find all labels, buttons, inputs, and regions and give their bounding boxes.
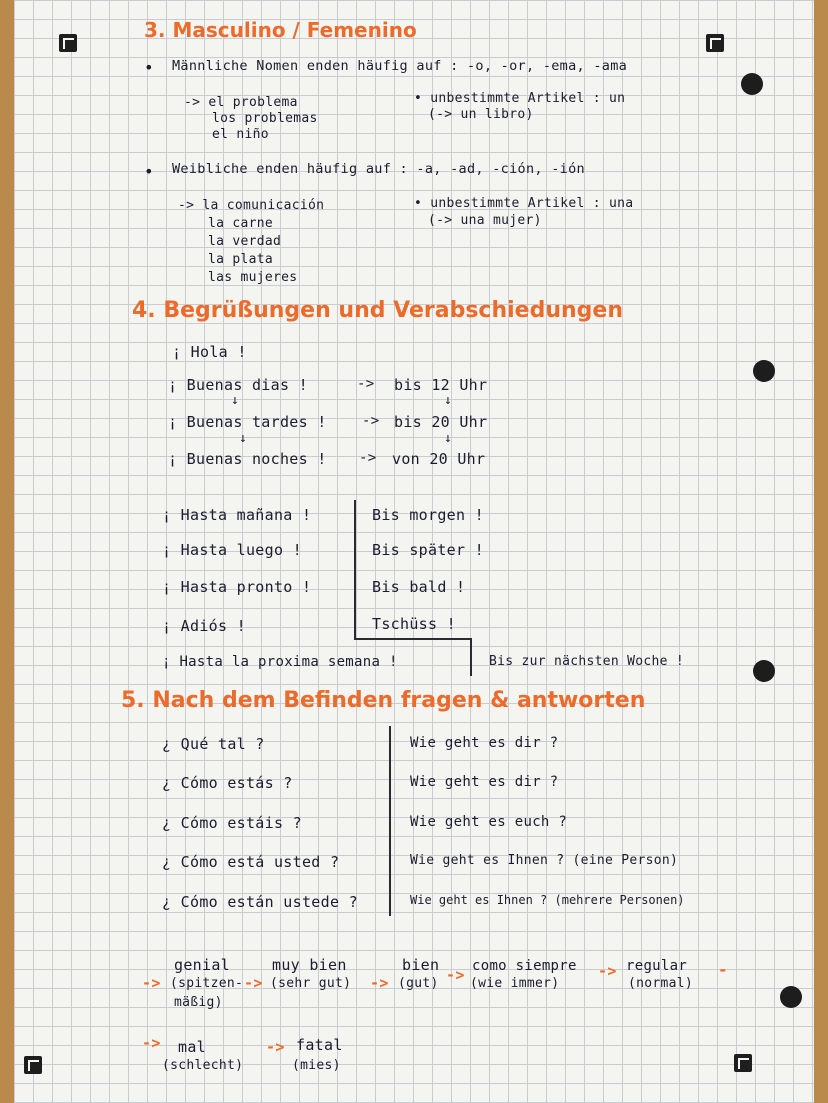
bullet-dot-icon: • xyxy=(144,162,154,181)
masculine-rule: Männliche Nomen enden häufig auf : -o, -or, -ema, -ama xyxy=(172,58,628,74)
feminine-rule: Weibliche enden häufig auf : -a, -ad, -ción, -ión xyxy=(172,161,585,177)
greeting-spanish: ¡ Buenas noches ! xyxy=(168,450,327,468)
answer-german: (mies) xyxy=(292,1058,341,1073)
question-german: Wie geht es Ihnen ? (eine Person) xyxy=(410,853,679,868)
farewell-spanish: ¡ Hasta la proxima semana ! xyxy=(162,654,398,670)
answer-german: (schlecht) xyxy=(162,1058,244,1073)
question-spanish: ¿ Qué tal ? xyxy=(162,735,265,753)
punch-hole-icon xyxy=(753,360,775,382)
arrow-right-icon: -> xyxy=(370,974,389,992)
answer-german: (sehr gut) xyxy=(270,976,352,991)
section-3-heading: 3. Masculino / Femenino xyxy=(144,18,417,42)
farewell-spanish: ¡ Hasta mañana ! xyxy=(162,506,312,524)
arrow-down-icon: ↓ xyxy=(444,393,453,408)
answer-spanish: como siempre xyxy=(472,958,577,974)
question-german: Wie geht es euch ? xyxy=(410,814,568,830)
farewell-german: Bis zur nächsten Woche ! xyxy=(489,654,685,669)
arrow-right-icon: -> xyxy=(446,966,465,984)
farewell-divider xyxy=(354,500,356,640)
farewell-divider xyxy=(354,638,472,640)
greeting-time: von 20 Uhr xyxy=(392,450,486,468)
farewell-spanish: ¡ Adiós ! xyxy=(162,617,246,635)
farewell-german: Bis bald ! xyxy=(372,578,466,596)
masculine-example: -> el problema xyxy=(184,95,298,110)
answer-german: (normal) xyxy=(628,976,694,991)
punch-hole-icon xyxy=(741,73,763,95)
answer-spanish: mal xyxy=(178,1038,206,1056)
answer-spanish: fatal xyxy=(296,1036,343,1054)
arrow-right-icon: -> xyxy=(142,1034,161,1052)
section-4-heading: 4. Begrüßungen und Verabschiedungen xyxy=(132,298,623,323)
answer-german: (gut) xyxy=(398,976,439,991)
corner-tab-bottom-left-icon xyxy=(24,1056,42,1074)
feminine-example: -> la comunicación xyxy=(178,198,325,213)
arrow-right-icon: -> xyxy=(357,376,375,392)
answer-spanish: bien xyxy=(402,956,440,974)
arrow-right-icon: -> xyxy=(362,413,380,429)
greeting-spanish: ¡ Buenas dias ! xyxy=(168,376,308,394)
farewell-divider xyxy=(470,638,472,676)
punch-hole-icon xyxy=(753,660,775,682)
feminine-example: la carne xyxy=(208,216,274,231)
corner-tab-bottom-right-icon xyxy=(734,1054,752,1072)
bullet-dot-icon: • xyxy=(144,58,154,77)
feminine-article-example: (-> una mujer) xyxy=(428,213,542,228)
greeting-hola: ¡ Hola ! xyxy=(172,343,247,361)
arrow-right-icon: -> xyxy=(244,974,263,992)
arrow-right-icon: -> xyxy=(266,1038,285,1056)
question-spanish: ¿ Cómo está usted ? xyxy=(162,853,340,871)
arrow-right-icon: -> xyxy=(359,450,377,466)
question-german: Wie geht es Ihnen ? (mehrere Personen) xyxy=(410,893,685,907)
dash-mark-icon: - xyxy=(718,960,728,979)
question-spanish: ¿ Cómo estás ? xyxy=(162,774,293,792)
question-spanish: ¿ Cómo están ustede ? xyxy=(162,893,358,911)
notebook-page xyxy=(14,0,814,1103)
farewell-german: Bis morgen ! xyxy=(372,506,484,524)
feminine-example: las mujeres xyxy=(208,270,298,285)
punch-hole-icon xyxy=(780,986,802,1008)
feminine-example: la verdad xyxy=(208,234,282,249)
answer-german: (spitzen- xyxy=(170,976,244,991)
farewell-spanish: ¡ Hasta luego ! xyxy=(162,541,302,559)
corner-tab-top-right-icon xyxy=(706,34,724,52)
arrow-down-icon: ↓ xyxy=(239,431,248,446)
answer-spanish: regular xyxy=(626,958,688,974)
farewell-spanish: ¡ Hasta pronto ! xyxy=(162,578,312,596)
arrow-down-icon: ↓ xyxy=(231,393,240,408)
arrow-right-icon: -> xyxy=(142,974,161,992)
answer-german: (wie immer) xyxy=(470,976,560,991)
masculine-article-example: (-> un libro) xyxy=(428,107,534,122)
feminine-example: la plata xyxy=(208,252,274,267)
question-german: Wie geht es dir ? xyxy=(410,735,559,751)
farewell-german: Bis später ! xyxy=(372,541,484,559)
masculine-example: el niño xyxy=(212,127,269,142)
answer-spanish: genial xyxy=(174,956,230,974)
answer-spanish: muy bien xyxy=(272,956,347,974)
greeting-time: bis 12 Uhr xyxy=(394,376,488,394)
question-german: Wie geht es dir ? xyxy=(410,774,559,790)
corner-tab-top-left-icon xyxy=(59,34,77,52)
masculine-example: los problemas xyxy=(212,111,318,126)
masculine-article: • unbestimmte Artikel : un xyxy=(414,91,626,106)
question-divider xyxy=(389,726,391,916)
greeting-spanish: ¡ Buenas tardes ! xyxy=(168,413,327,431)
answer-german: mäßig) xyxy=(174,995,223,1010)
question-spanish: ¿ Cómo estáis ? xyxy=(162,814,302,832)
farewell-german: Tschüss ! xyxy=(372,615,456,633)
feminine-article: • unbestimmte Artikel : una xyxy=(414,196,634,211)
greeting-time: bis 20 Uhr xyxy=(394,413,488,431)
section-5-heading: 5. Nach dem Befinden fragen & antworten xyxy=(121,688,646,713)
arrow-down-icon: ↓ xyxy=(444,431,453,446)
arrow-right-icon: -> xyxy=(598,962,617,980)
